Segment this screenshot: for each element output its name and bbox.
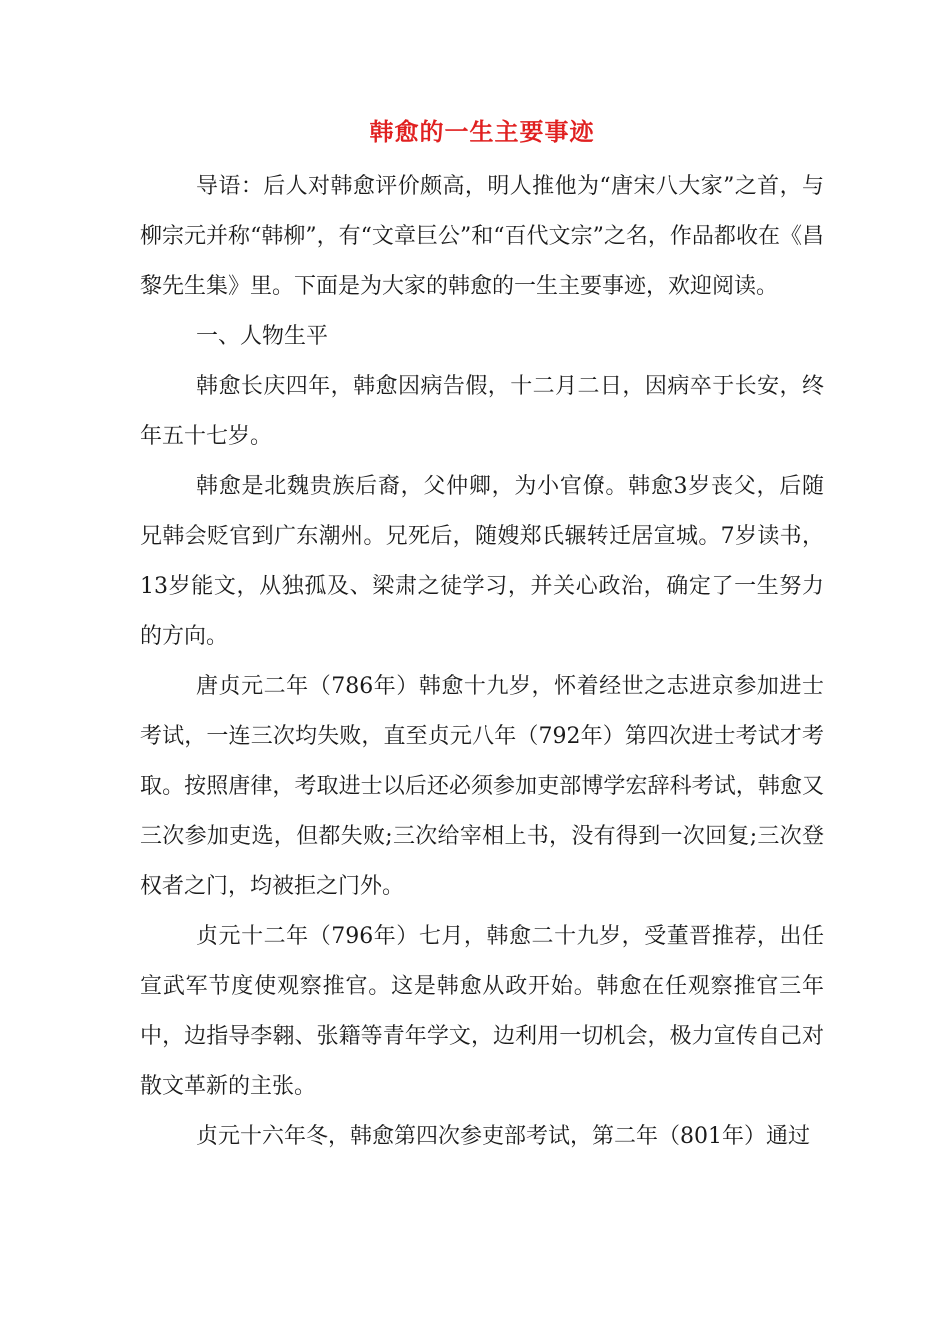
paragraph-childhood: 韩愈是北魏贵族后裔，父仲卿，为小官僚。韩愈3岁丧父，后随兄韩会贬官到广东潮州。兄死后，随嫂郑氏辗转迁居宣城。7岁读书，13岁能文，从独孤及、梁肃之徒学习，并关心政治，确定了一生努力的方向。 bbox=[140, 474, 824, 649]
paragraph-death: 韩愈长庆四年，韩愈因病告假，十二月二日，因病卒于长安，终年五十七岁。 bbox=[140, 374, 824, 449]
paragraph-fourth-exam: 贞元十六年冬，韩愈第四次参吏部考试，第二年（801年）通过 bbox=[196, 1124, 810, 1149]
document-page bbox=[140, 112, 824, 1162]
paragraph-intro: 导语：后人对韩愈评价颇高，明人推他为“唐宋八大家”之首，与柳宗元并称“韩柳”，有“文章巨公”和“百代文宗”之名，作品都收在《昌黎先生集》里。下面是为大家的韩愈的一生主要事迹，欢迎阅读。 bbox=[140, 174, 824, 299]
section-heading-life: 一、人物生平 bbox=[196, 324, 329, 349]
document-title: 韩愈的一生主要事迹 bbox=[369, 117, 595, 146]
paragraph-career-start: 贞元十二年（796年）七月，韩愈二十九岁，受董晋推荐，出任宣武军节度使观察推官。这是韩愈从政开始。韩愈在任观察推官三年中，边指导李翱、张籍等青年学文，边利用一切机会，极力宣传自己对散文革新的主张。 bbox=[140, 924, 824, 1099]
paragraph-exams: 唐贞元二年（786年）韩愈十九岁，怀着经世之志进京参加进士考试，一连三次均失败，直至贞元八年（792年）第四次进士考试才考取。按照唐律，考取进士以后还必须参加吏部博学宏辞科考试，韩愈又三次参加吏选，但都失败;三次给宰相上书，没有得到一次回复;三次登权者之门，均被拒之门外。 bbox=[140, 674, 824, 899]
